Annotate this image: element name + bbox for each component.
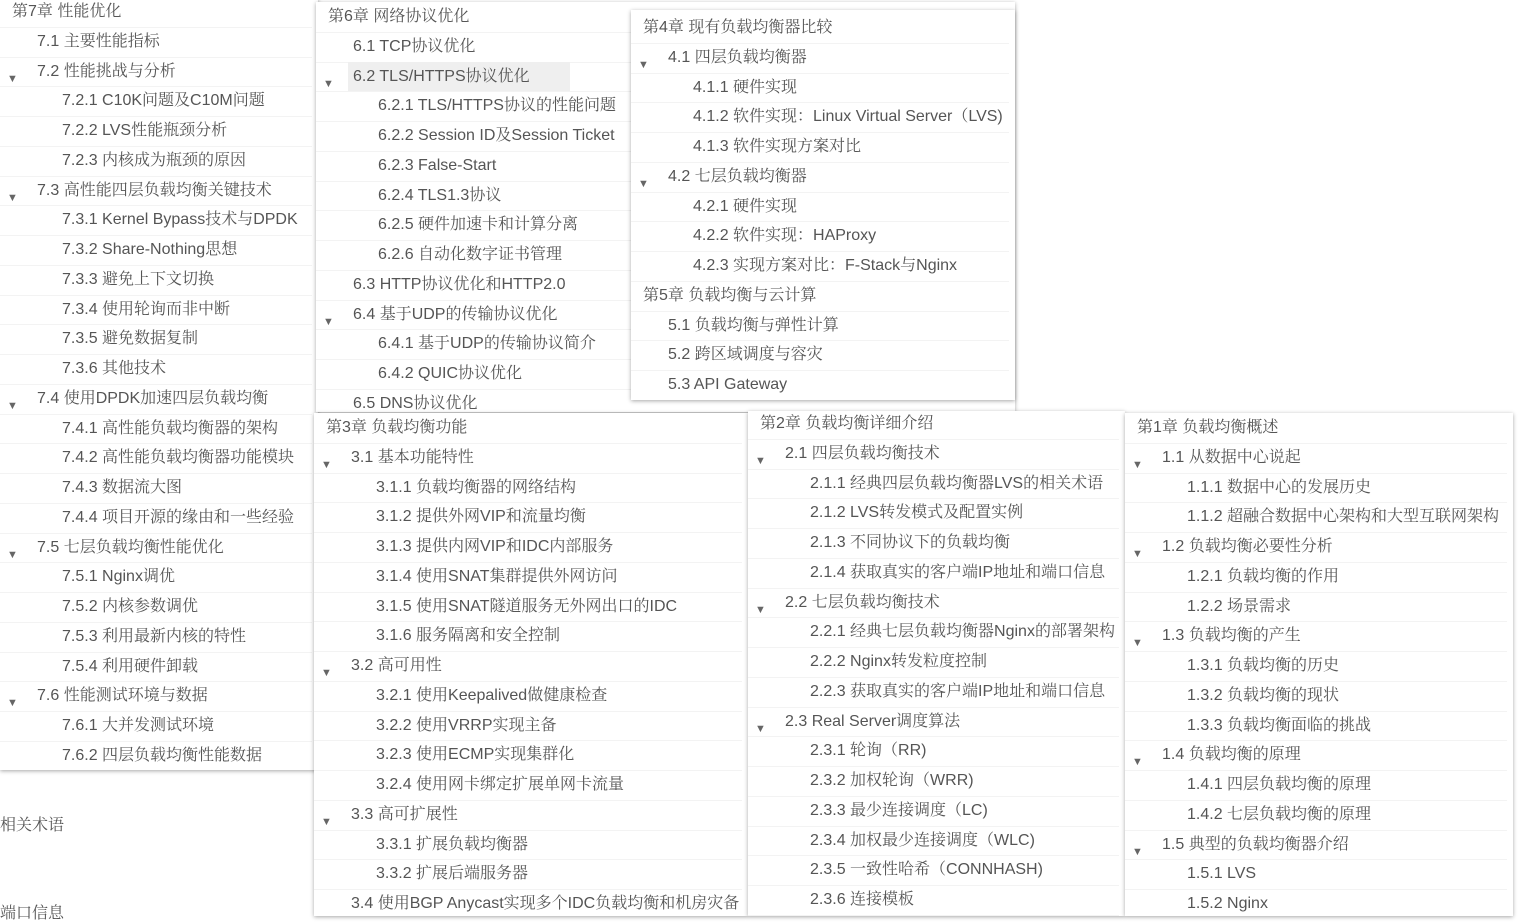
toc-item-label: 6.2.6 自动化数字证书管理: [378, 246, 563, 263]
toc-item[interactable]: [0, 533, 312, 564]
toc-item-label: 第7章 性能优化: [12, 3, 122, 20]
expand-toggle-icon[interactable]: ▼: [321, 667, 332, 679]
toc-item-label: 1.5 典型的负载均衡器介绍: [1162, 835, 1349, 853]
toc-item[interactable]: [1125, 443, 1507, 474]
toc-item[interactable]: [631, 102, 1009, 133]
toc-item[interactable]: [631, 192, 1009, 223]
expand-toggle-icon[interactable]: ▼: [323, 315, 334, 328]
toc-item[interactable]: [631, 370, 1009, 400]
toc-item-label: 4.2.1 硬件实现: [693, 197, 798, 215]
toc-chapter-item[interactable]: [314, 413, 742, 444]
expand-toggle-icon[interactable]: ▼: [321, 815, 332, 828]
toc-item[interactable]: [1125, 830, 1507, 861]
toc-item[interactable]: [748, 766, 1119, 797]
toc-item[interactable]: [314, 592, 742, 623]
toc-item-label: 5.3 API Gateway: [668, 376, 788, 393]
toc-item-label: 7.5.4 利用硬件卸载: [62, 657, 199, 675]
toc-item-label: 4.2 七层负载均衡器: [668, 167, 807, 185]
toc-item[interactable]: [314, 473, 742, 504]
toc-item-label: 3.2 高可用性: [351, 657, 442, 674]
toc-item-label: 4.1.1 硬件实现: [693, 78, 798, 96]
toc-item-label: 3.4 使用BGP Anycast实现多个IDC负载均衡和机房灾备: [351, 895, 740, 912]
expand-toggle-icon[interactable]: ▼: [7, 399, 18, 412]
toc-item-label: 7.3.2 Share-Nothing思想: [62, 241, 238, 258]
expand-toggle-icon[interactable]: ▼: [1132, 458, 1143, 471]
toc-item[interactable]: [0, 354, 312, 385]
toc-item[interactable]: [748, 885, 1119, 916]
toc-item-label: 第1章 负载均衡概述: [1137, 419, 1279, 436]
expand-toggle-icon[interactable]: ▼: [755, 603, 766, 616]
toc-item[interactable]: [748, 796, 1119, 827]
toc-item[interactable]: [1125, 651, 1507, 682]
toc-item-label: 3.2.1 使用Keepalived做健康检查: [376, 686, 608, 704]
toc-chapter-item[interactable]: [748, 411, 1119, 440]
toc-item[interactable]: [314, 651, 742, 682]
toc-panel-ch2: [748, 411, 1125, 916]
toc-item-label: 7.2.2 LVS性能瓶颈分析: [62, 122, 228, 139]
toc-item-label: 7.3.4 使用轮询而非中断: [62, 300, 231, 318]
toc-item[interactable]: [748, 498, 1119, 529]
toc-item[interactable]: [0, 205, 312, 236]
toc-item-label: 3.1.6 服务隔离和安全控制: [376, 627, 561, 645]
toc-item-label: 6.5 DNS协议优化: [353, 394, 478, 412]
toc-item[interactable]: [314, 800, 742, 831]
toc-item[interactable]: [631, 132, 1009, 163]
toc-item[interactable]: [631, 340, 1009, 371]
toc-item[interactable]: [0, 681, 312, 712]
expand-toggle-icon[interactable]: ▼: [7, 191, 18, 204]
toc-item[interactable]: [0, 622, 312, 653]
toc-item-label: 7.6.2 四层负载均衡性能数据: [62, 746, 263, 764]
toc-item-label: 7.3.6 其他技术: [62, 360, 167, 377]
toc-item[interactable]: [748, 588, 1119, 619]
toc-item-label: 1.2 负载均衡必要性分析: [1162, 538, 1333, 555]
toc-item-label: 1.4.2 七层负载均衡的原理: [1187, 805, 1372, 823]
toc-chapter-item[interactable]: [1125, 413, 1507, 444]
toc-item-label: 1.3.2 负载均衡的现状: [1187, 686, 1340, 704]
toc-item-label: 7.3.1 Kernel Bypass技术与DPDK: [62, 211, 298, 229]
toc-chapter-item[interactable]: [631, 13, 1009, 44]
toc-item-label: 3.2.4 使用网卡绑定扩展单网卡流量: [376, 776, 625, 793]
toc-item-label: 3.3 高可扩展性: [351, 805, 458, 823]
expand-toggle-icon[interactable]: ▼: [638, 177, 649, 190]
toc-item-label: 第4章 现有负载均衡器比较: [643, 19, 833, 36]
toc-item[interactable]: [314, 532, 742, 563]
toc-item-label: 2.3.5 一致性哈希（CONNHASH): [810, 861, 1043, 879]
toc-item-label: 3.3.2 扩展后端服务器: [376, 865, 529, 883]
toc-panel-ch4: [631, 10, 1015, 400]
toc-item-label: 7.2 性能挑战与分析: [37, 62, 176, 80]
toc-item[interactable]: [0, 176, 312, 207]
toc-item-label: 7.4.2 高性能负载均衡器功能模块: [62, 449, 295, 467]
toc-item[interactable]: [0, 652, 312, 683]
toc-item[interactable]: [748, 469, 1119, 500]
toc-item[interactable]: [0, 443, 312, 474]
toc-item[interactable]: [0, 27, 312, 58]
toc-item[interactable]: [0, 562, 312, 593]
toc-item[interactable]: [1125, 502, 1507, 533]
expand-toggle-icon[interactable]: ▼: [1132, 845, 1143, 858]
toc-item-label: 1.3.1 负载均衡的历史: [1187, 657, 1340, 674]
toc-item-label: 2.2.2 Nginx转发粒度控制: [810, 653, 987, 670]
toc-item[interactable]: [1125, 532, 1507, 563]
toc-item[interactable]: [631, 251, 1009, 282]
toc-item[interactable]: [0, 86, 312, 117]
toc-item[interactable]: [1125, 621, 1507, 652]
toc-item-label: 6.2 TLS/HTTPS协议优化: [348, 62, 570, 91]
toc-item[interactable]: [314, 830, 742, 861]
toc-item-label: 3.2.3 使用ECMP实现集群化: [376, 746, 575, 764]
toc-item-label: 1.2.1 负载均衡的作用: [1187, 567, 1340, 585]
expand-toggle-icon[interactable]: ▼: [755, 722, 766, 735]
toc-item[interactable]: [0, 57, 312, 88]
toc-item[interactable]: [1125, 889, 1507, 916]
toc-item-label: 3.1.5 使用SNAT隧道服务无外网出口的IDC: [376, 597, 678, 615]
toc-item[interactable]: [1125, 800, 1507, 831]
toc-item-label: 7.2.3 内核成为瓶颈的原因: [62, 151, 247, 169]
toc-item[interactable]: [748, 826, 1119, 857]
toc-item-label: 1.3 负载均衡的产生: [1162, 627, 1301, 645]
toc-item-label: 7.1 主要性能指标: [37, 32, 160, 50]
toc-item[interactable]: [1125, 770, 1507, 801]
toc-item[interactable]: [748, 855, 1119, 886]
toc-item[interactable]: [631, 73, 1009, 104]
toc-item[interactable]: [748, 677, 1119, 708]
toc-item-label: 3.1.3 提供内网VIP和IDC内部服务: [376, 538, 614, 555]
toc-item-label: 7.2.1 C10K问题及C10M问题: [62, 92, 265, 110]
toc-item-label: 1.1.2 超融合数据中心架构和大型互联网架构: [1187, 508, 1500, 526]
toc-item[interactable]: [0, 414, 312, 445]
toc-item-label: 2.2.3 获取真实的客户端IP地址和端口信息: [810, 682, 1106, 700]
toc-item[interactable]: [0, 235, 312, 266]
toc-fragment: 端口信息: [0, 905, 65, 922]
toc-item[interactable]: [631, 162, 1009, 193]
toc-item[interactable]: [631, 311, 1009, 342]
toc-panel-ch1: [1125, 413, 1513, 916]
toc-item-label: 2.1 四层负载均衡技术: [785, 444, 940, 462]
toc-item[interactable]: [0, 503, 312, 534]
toc-item-label: 1.5.1 LVS: [1187, 865, 1257, 883]
toc-item-label: 第6章 网络协议优化: [328, 8, 470, 25]
toc-item[interactable]: [314, 502, 742, 533]
toc-item[interactable]: [748, 558, 1119, 589]
toc-item-label: 7.6 性能测试环境与数据: [37, 687, 208, 705]
toc-item[interactable]: [0, 473, 312, 504]
toc-panel-ch7: [0, 0, 318, 770]
toc-item-label: 6.3 HTTP协议优化和HTTP2.0: [353, 275, 566, 293]
toc-item-label: 7.4 使用DPDK加速四层负载均衡: [37, 389, 269, 407]
toc-item[interactable]: [314, 681, 742, 712]
toc-item[interactable]: [748, 528, 1119, 559]
toc-item-label: 4.1 四层负载均衡器: [668, 48, 807, 66]
toc-item[interactable]: [0, 592, 312, 623]
toc-item-label: 2.1.2 LVS转发模式及配置实例: [810, 504, 1024, 522]
toc-item-label: 3.1.4 使用SNAT集群提供外网访问: [376, 567, 618, 585]
toc-item-label: 2.3.2 加权轮询（WRR): [810, 772, 974, 789]
toc-item-label: 7.3 高性能四层负载均衡关键技术: [37, 181, 272, 199]
toc-item[interactable]: [314, 621, 742, 652]
toc-item-label: 6.2.5 硬件加速卡和计算分离: [378, 216, 579, 234]
expand-toggle-icon[interactable]: ▼: [1132, 756, 1143, 769]
toc-item-label: 7.6.1 大并发测试环境: [62, 717, 215, 734]
toc-item[interactable]: [631, 43, 1009, 74]
toc-item[interactable]: [631, 221, 1009, 252]
toc-item-label: 第5章 负载均衡与云计算: [643, 286, 817, 304]
toc-item-label: 2.1.1 经典四层负载均衡器LVS的相关术语: [810, 474, 1104, 492]
toc-item-label: 6.2.2 Session ID及Session Ticket: [378, 127, 615, 144]
toc-item-label: 7.4.1 高性能负载均衡器的架构: [62, 419, 279, 437]
toc-item-label: 6.4.1 基于UDP的传输协议简介: [378, 335, 596, 353]
toc-item-label: 3.2.2 使用VRRP实现主备: [376, 716, 557, 734]
toc-item-label: 1.3.3 负载均衡面临的挑战: [1187, 716, 1372, 734]
toc-item-label: 7.5.2 内核参数调优: [62, 598, 199, 615]
toc-item-label: 4.2.2 软件实现：HAProxy: [693, 227, 877, 245]
toc-item-label: 7.4.4 项目开源的缘由和一些经验: [62, 508, 295, 526]
toc-fragment: 相关术语: [0, 817, 65, 834]
toc-item-label: 6.2.1 TLS/HTTPS协议的性能问题: [378, 97, 616, 115]
expand-toggle-icon[interactable]: ▼: [7, 697, 18, 710]
toc-item[interactable]: [748, 707, 1119, 738]
toc-item-label: 7.3.3 避免上下文切换: [62, 270, 215, 288]
toc-item[interactable]: [314, 740, 742, 771]
toc-item[interactable]: [1125, 711, 1507, 742]
toc-item[interactable]: [748, 647, 1119, 678]
toc-item-label: 1.1.1 数据中心的发展历史: [1187, 478, 1372, 496]
toc-chapter-item[interactable]: [631, 281, 1009, 312]
expand-toggle-icon[interactable]: ▼: [1132, 548, 1143, 560]
toc-item-label: 4.1.3 软件实现方案对比: [693, 138, 862, 155]
toc-item[interactable]: [0, 116, 312, 147]
expand-toggle-icon[interactable]: ▼: [1132, 637, 1143, 650]
expand-toggle-icon[interactable]: ▼: [638, 58, 649, 71]
toc-panel-ch3: [314, 413, 748, 916]
toc-item[interactable]: [748, 439, 1119, 470]
toc-item[interactable]: [0, 265, 312, 296]
toc-item-label: 7.5.1 Nginx调优: [62, 568, 175, 586]
toc-item[interactable]: [1125, 592, 1507, 623]
toc-item-label: 3.1.2 提供外网VIP和流量均衡: [376, 508, 586, 526]
toc-item-label: 3.3.1 扩展负载均衡器: [376, 835, 529, 853]
expand-toggle-icon[interactable]: ▼: [7, 72, 18, 85]
toc-item-label: 2.3.6 连接模板: [810, 891, 915, 908]
toc-item[interactable]: [748, 617, 1119, 648]
toc-item-label: 1.5.2 Nginx: [1187, 895, 1268, 912]
toc-item-label: 4.2.3 实现方案对比：F-Stack与Nginx: [693, 257, 958, 274]
toc-item-label: 2.3.1 轮询（RR): [810, 742, 927, 760]
expand-toggle-icon[interactable]: ▼: [755, 454, 766, 467]
toc-item[interactable]: [314, 889, 742, 916]
expand-toggle-icon[interactable]: ▼: [323, 77, 334, 90]
toc-item-label: 7.5 七层负载均衡性能优化: [37, 538, 224, 556]
toc-item[interactable]: [1125, 740, 1507, 771]
toc-item[interactable]: [0, 295, 312, 326]
toc-item-label: 5.1 负载均衡与弹性计算: [668, 316, 839, 334]
toc-item-label: 6.4.2 QUIC协议优化: [378, 365, 523, 382]
toc-item-label: 7.4.3 数据流大图: [62, 479, 183, 496]
toc-item-label: 第2章 负载均衡详细介绍: [760, 415, 934, 432]
toc-item[interactable]: [314, 711, 742, 742]
toc-item-label: 2.2.1 经典七层负载均衡器Nginx的部署架构: [810, 623, 1115, 641]
toc-item-label: 1.2.2 场景需求: [1187, 597, 1292, 615]
toc-item[interactable]: [314, 859, 742, 890]
toc-item-label: 6.2.3 False-Start: [378, 156, 497, 174]
toc-item[interactable]: [1125, 562, 1507, 593]
toc-item[interactable]: [0, 324, 312, 355]
toc-item-label: 5.2 跨区域调度与容灾: [668, 346, 823, 364]
toc-item-label: 4.1.2 软件实现：Linux Virtual Server（LVS): [693, 108, 1003, 126]
toc-item-label: 2.3 Real Server调度算法: [785, 712, 961, 730]
toc-item[interactable]: [1125, 473, 1507, 504]
toc-item-label: 1.4 负载均衡的原理: [1162, 746, 1301, 764]
toc-item-label: 第3章 负载均衡功能: [326, 419, 468, 436]
toc-item-label: 1.4.1 四层负载均衡的原理: [1187, 776, 1372, 793]
toc-item[interactable]: [0, 741, 312, 770]
toc-item[interactable]: [0, 384, 312, 415]
toc-item[interactable]: [0, 146, 312, 177]
toc-item-label: 2.1.3 不同协议下的负载均衡: [810, 534, 1011, 551]
toc-item[interactable]: [314, 770, 742, 801]
toc-chapter-item[interactable]: [0, 0, 312, 28]
toc-item-label: 3.1 基本功能特性: [351, 448, 474, 466]
toc-item[interactable]: [314, 562, 742, 593]
toc-item-label: 2.1.4 获取真实的客户端IP地址和端口信息: [810, 563, 1106, 581]
toc-item[interactable]: [0, 711, 312, 742]
toc-item-label: 2.2 七层负载均衡技术: [785, 593, 940, 611]
toc-item-label: 6.4 基于UDP的传输协议优化: [353, 305, 558, 323]
toc-item-label: 2.3.4 加权最少连接调度（WLC): [810, 831, 1035, 849]
toc-item-label: 2.3.3 最少连接调度（LC): [810, 801, 988, 819]
toc-item-label: 7.3.5 避免数据复制: [62, 330, 199, 348]
toc-item-label: 1.1 从数据中心说起: [1162, 448, 1301, 466]
toc-item[interactable]: [1125, 859, 1507, 890]
toc-item-label: 6.2.4 TLS1.3协议: [378, 186, 502, 204]
toc-item-label: 7.5.3 利用最新内核的特性: [62, 627, 247, 645]
toc-item[interactable]: [314, 443, 742, 474]
toc-item-label: 6.1 TCP协议优化: [353, 37, 476, 55]
toc-item[interactable]: [1125, 681, 1507, 712]
expand-toggle-icon[interactable]: ▼: [321, 458, 332, 471]
expand-toggle-icon[interactable]: ▼: [7, 548, 18, 561]
toc-item[interactable]: [748, 736, 1119, 767]
toc-item-label: 3.1.1 负载均衡器的网络结构: [376, 478, 577, 496]
